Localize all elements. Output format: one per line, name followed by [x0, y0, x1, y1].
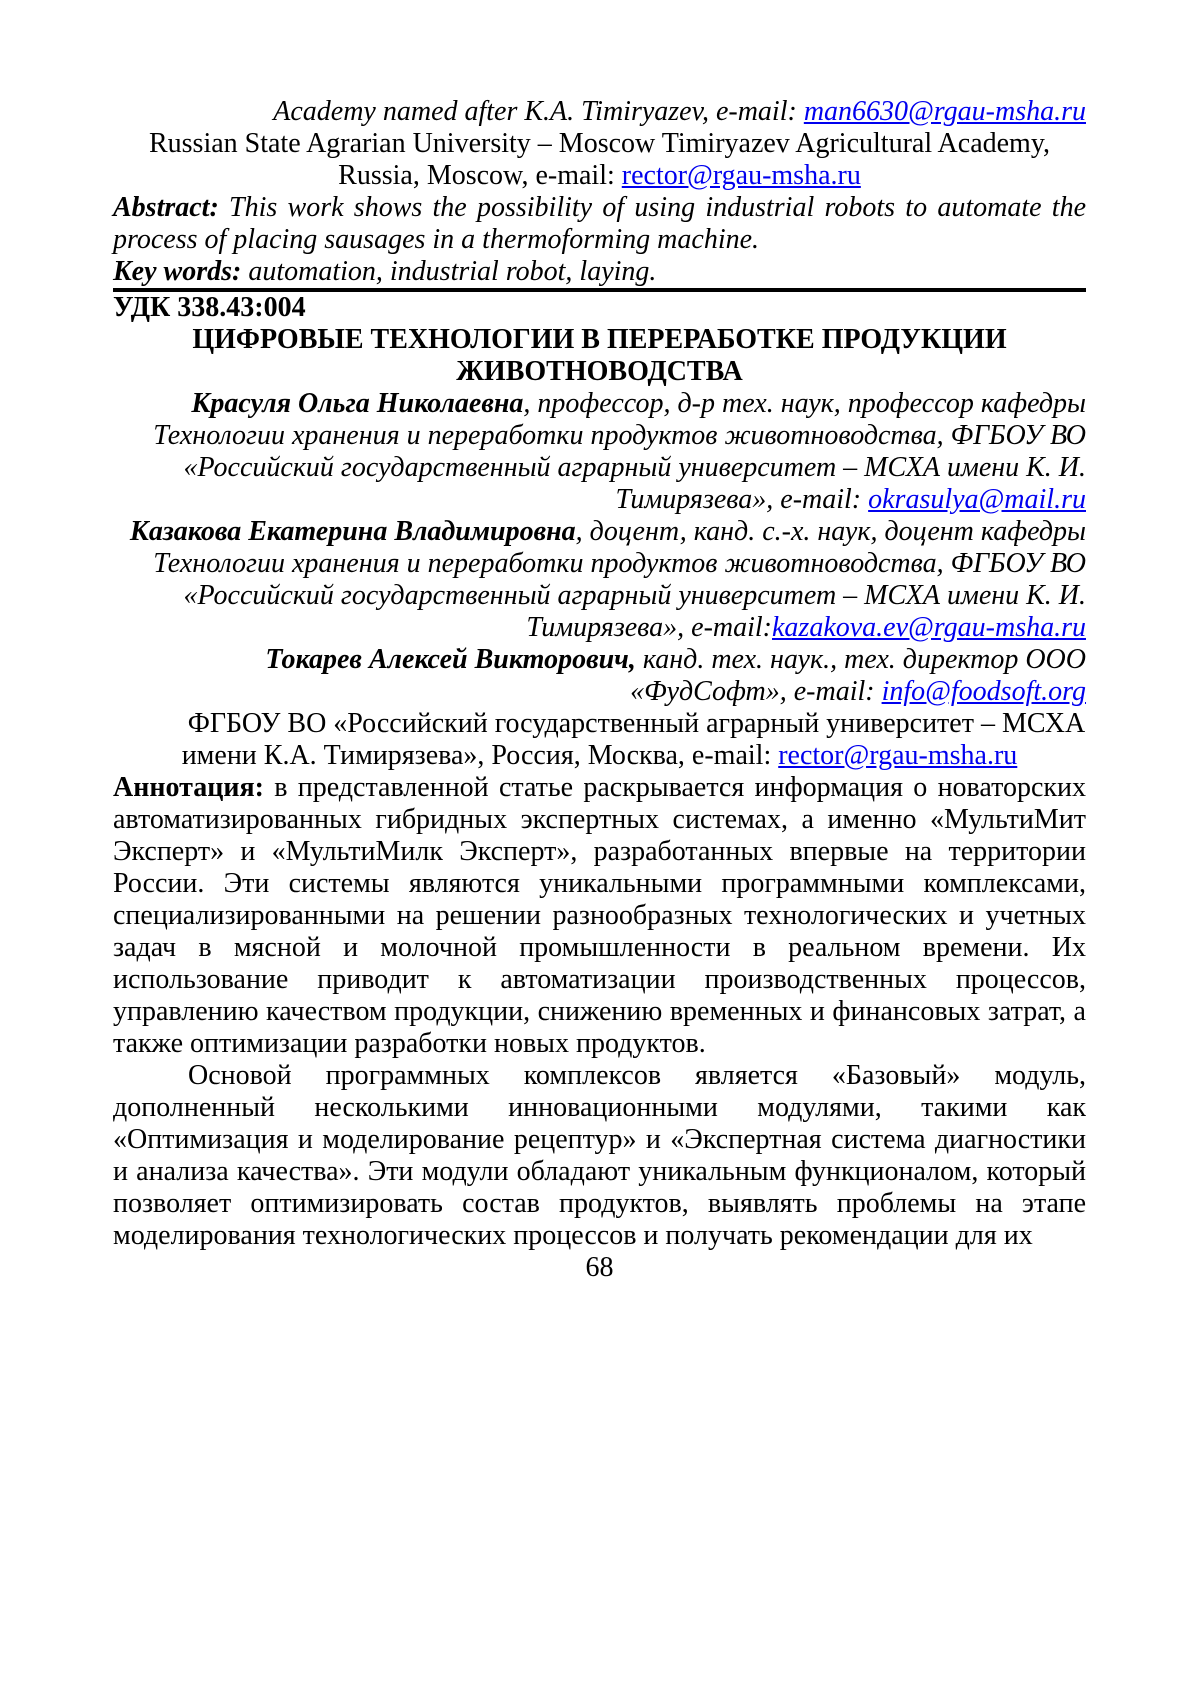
annotation-text: в представленной статье раскрывается информация о новаторских автоматизированных гибридных экспертных системах, а именно «МультиМит Эксперт» и «МультиМилк Эксперт», разработанных впервые на территории России. Эти системы являются уникальными программными комплексами, специализированными на решении разнообразных технологических и учетных задач в мясной и молочной промышленности в реальном времени. Их использование приводит к автоматизации производственных процессов, управлению качеством продукции, снижению временных и финансовых затрат, а также оптимизации разработки новых продуктов.	[113, 772, 1086, 1059]
affiliation-ru-text: ФГБОУ ВО «Российский государственный аграрный университет – МСХА имени К.А. Тимирязева», Россия, Москва, e-mail:	[181, 708, 1086, 771]
annotation-paragraph	[113, 772, 1086, 1060]
author-details: , доцент, канд. с.-х. наук, доцент кафедры Технологии хранения и переработки продуктов животноводства, ФГБОУ ВО «Российский государственный аграрный университет – МСХА имени К. И. Тимирязева», e-mail:	[153, 516, 1086, 643]
email-link-rector-en[interactable]: rector@rgau-msha.ru	[621, 160, 861, 191]
author-entry-krasulya	[113, 388, 1086, 516]
page-number: 68	[585, 1252, 614, 1283]
abstract-label: Abstract:	[113, 192, 219, 223]
author-entry-kazakova	[113, 516, 1086, 644]
author-details: канд. тех. наук., тех. директор ООО «ФудСофт», e-mail:	[630, 644, 1086, 707]
author-details: , профессор, д-р тех. наук, профессор кафедры Технологии хранения и переработки продуктов животноводства, ФГБОУ ВО «Российский государственный аграрный университет – МСХА имени К. И. Тимирязева», e-mail:	[153, 388, 1086, 515]
email-link-kazakova[interactable]: kazakova.ev@rgau-msha.ru	[772, 612, 1086, 643]
annotation-label: Аннотация:	[113, 772, 264, 803]
affiliation-en-line1: Russian State Agrarian University – Moscow Timiryazev Agricultural Academy,	[148, 128, 1051, 159]
affiliation-en-continuation	[113, 96, 1086, 128]
affiliation-en-continuation-text: Academy named after K.A. Timiryazev, e-mail:	[273, 96, 804, 127]
email-link-okrasulya[interactable]: okrasulya@mail.ru	[868, 484, 1086, 515]
affiliation-ru-block	[113, 708, 1086, 772]
email-link-foodsoft[interactable]: info@foodsoft.org	[881, 676, 1086, 707]
author-name: Казакова Екатерина Владимировна	[129, 516, 576, 547]
affiliation-en-line2-text: Russia, Moscow, e-mail:	[338, 160, 622, 191]
keywords-label: Key words:	[113, 256, 242, 287]
author-name: Красуля Ольга Николаевна	[191, 388, 524, 419]
affiliation-en-line2	[113, 160, 1086, 192]
author-name: Токарев Алексей Викторович,	[265, 644, 636, 675]
email-link-man6630[interactable]: man6630@rgau-msha.ru	[803, 96, 1086, 127]
article-title: ЦИФРОВЫЕ ТЕХНОЛОГИИ В ПЕРЕРАБОТКЕ ПРОДУКЦИИ ЖИВОТНОВОДСТВА	[192, 324, 1007, 387]
abstract-text: This work shows the possibility of using industrial robots to automate the process of placing sausages in a thermoforming machine.	[113, 192, 1086, 255]
body-paragraph: Основой программных комплексов является «Базовый» модуль, дополненный несколькими инновационными модулями, такими как «Оптимизация и моделирование рецептур» и «Экспертная система диагностики и анализа качества». Эти модули обладают уникальным функционалом, который позволяет оптимизировать состав продуктов, выявлять проблемы на этапе моделирования технологических процессов и получать рекомендации для их	[113, 1060, 1086, 1251]
keywords-line	[113, 256, 1086, 288]
authors-block	[113, 388, 1086, 708]
keywords-text: automation, industrial robot, laying.	[241, 256, 657, 287]
email-link-rector-ru[interactable]: rector@rgau-msha.ru	[778, 740, 1018, 771]
abstract-paragraph	[113, 192, 1086, 256]
affiliation-en-block	[113, 128, 1086, 192]
author-entry-tokarev	[113, 644, 1086, 708]
udc-code: УДК 338.43:004	[113, 292, 306, 323]
